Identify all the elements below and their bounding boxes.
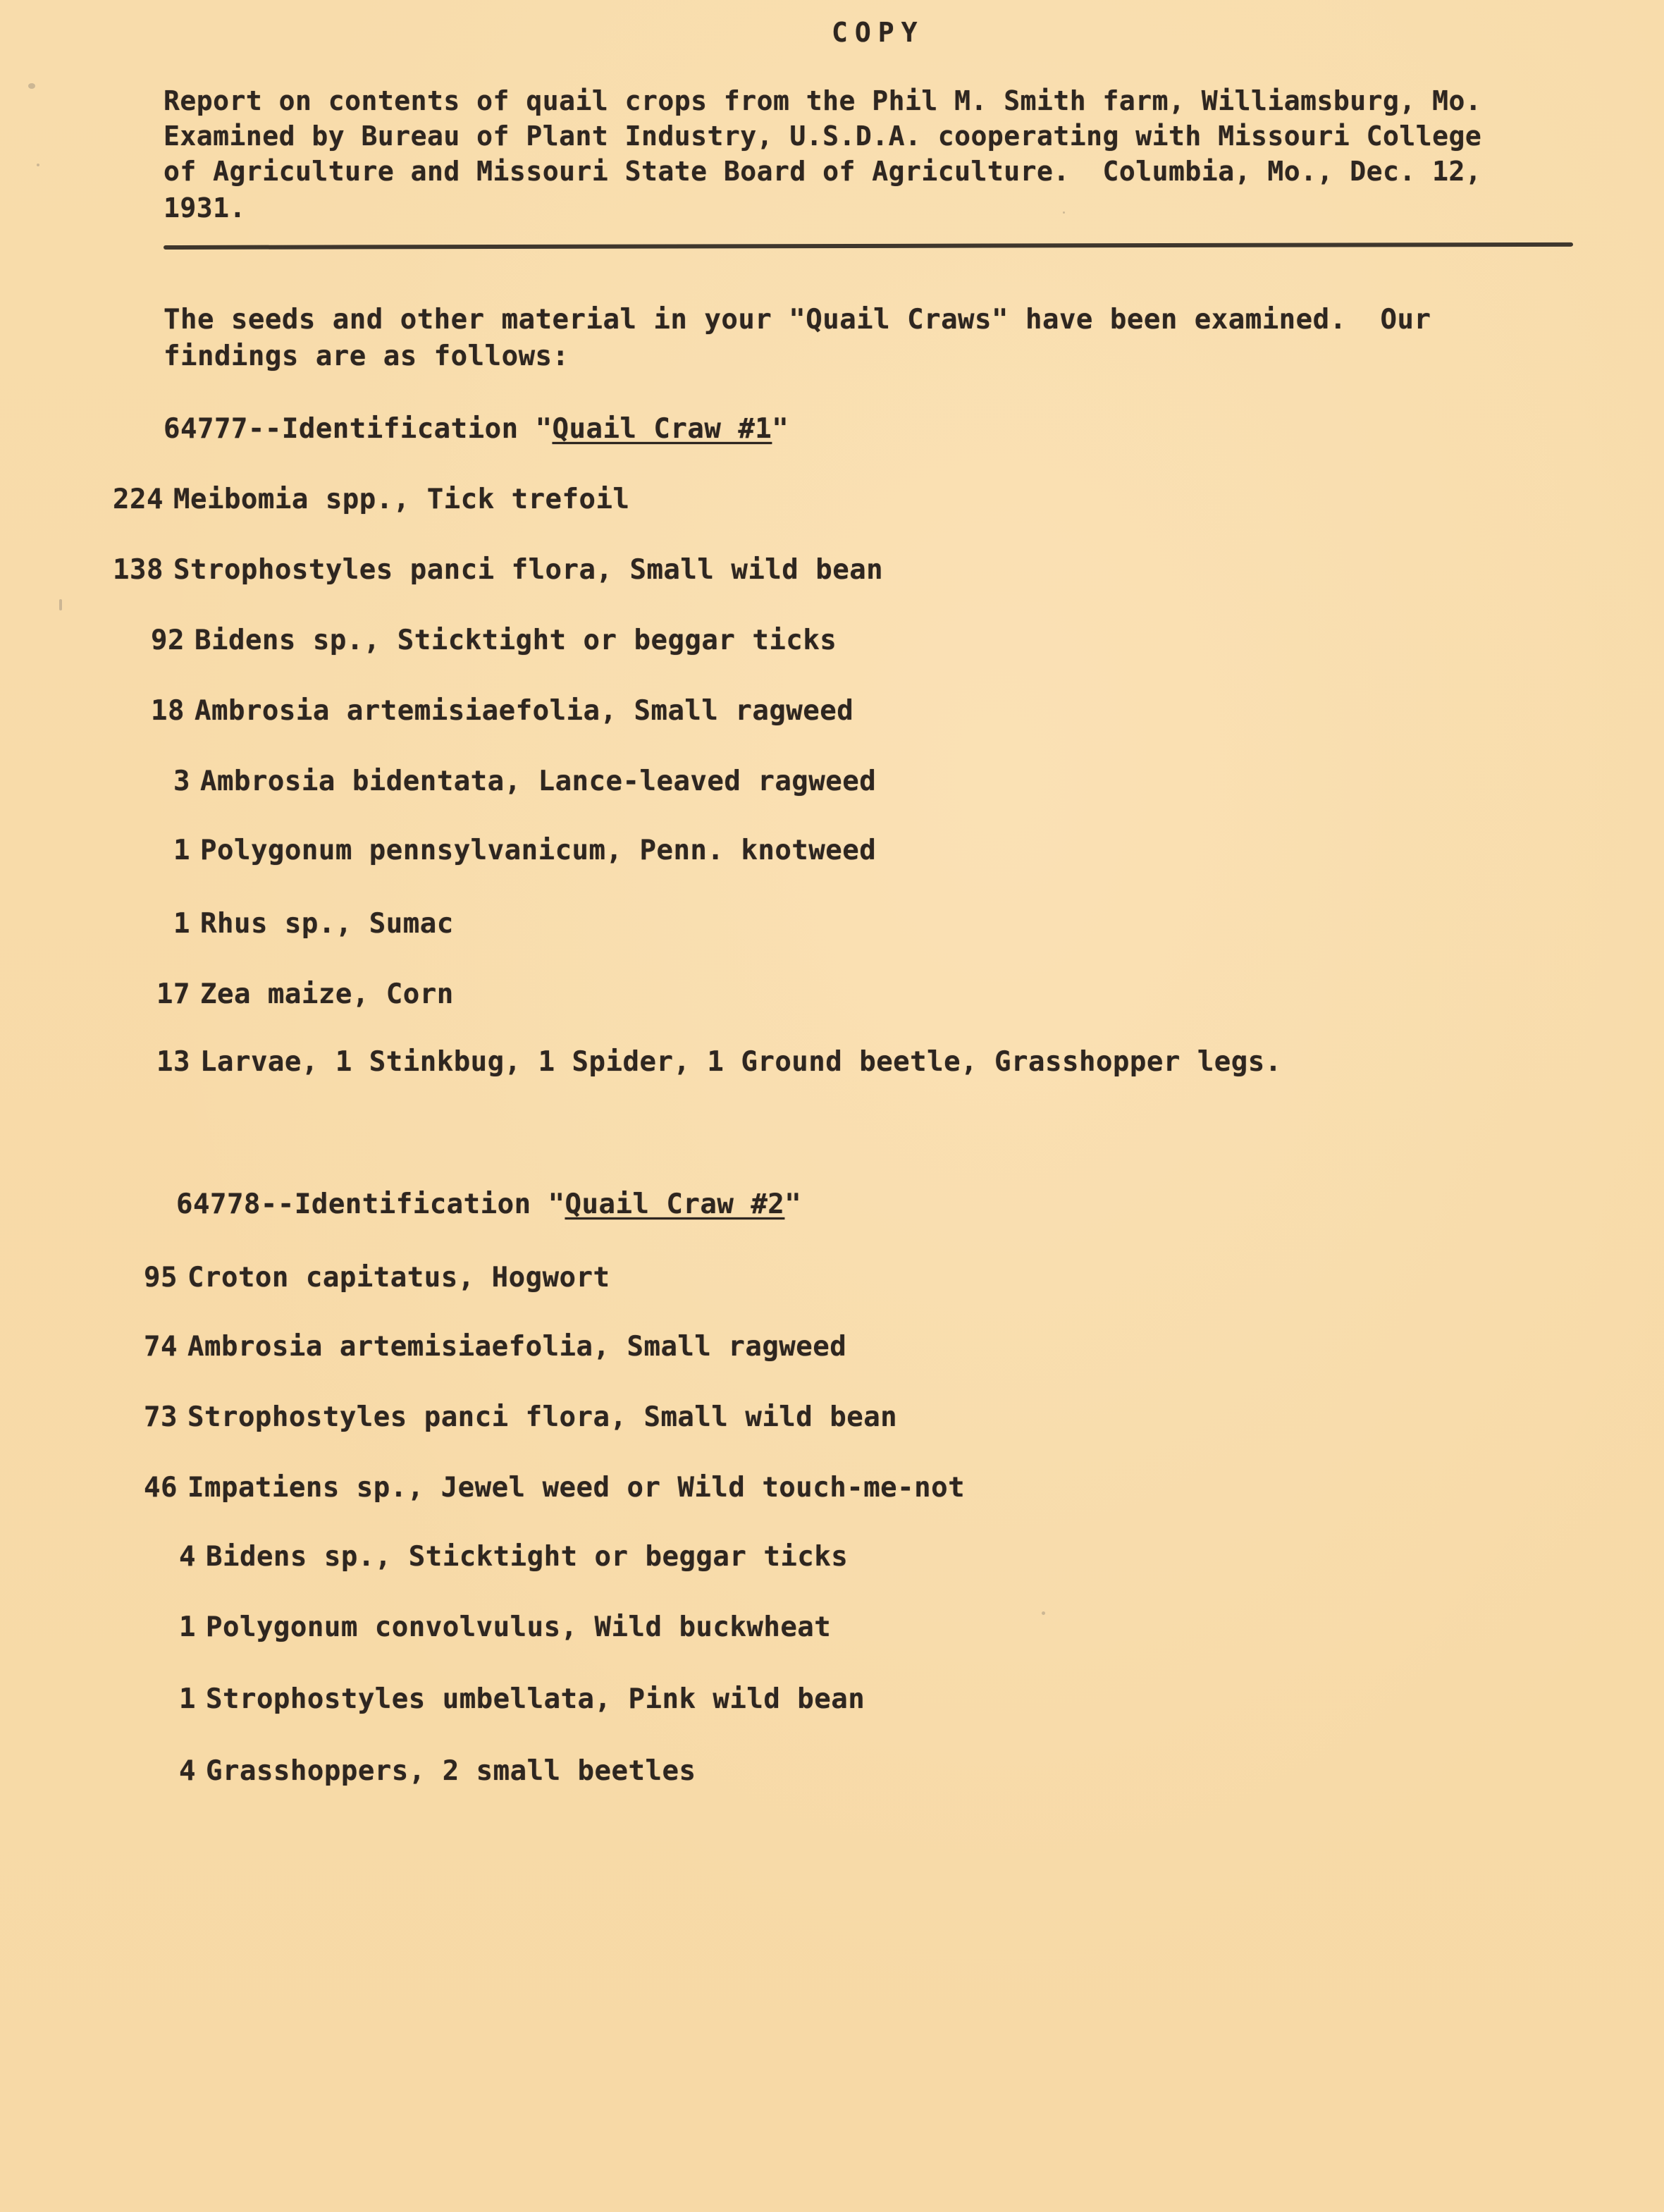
item-quantity: 92 xyxy=(151,625,185,656)
item-description: Croton capitatus, Hogwort xyxy=(187,1262,610,1294)
list-item xyxy=(118,1755,696,1787)
item-quantity: 4 xyxy=(179,1541,196,1573)
item-description: Meibomia spp., Tick trefoil xyxy=(173,484,630,515)
list-item xyxy=(118,1541,848,1573)
sample-label-suffix: " xyxy=(784,1188,802,1220)
list-item xyxy=(118,1683,865,1715)
sample-label: Quail Craw #2 xyxy=(565,1188,785,1220)
sample-label-suffix: " xyxy=(772,413,789,445)
item-quantity: 18 xyxy=(151,695,185,727)
item-description: Grasshoppers, 2 small beetles xyxy=(206,1755,696,1787)
intro-line-1: The seeds and other material in your "Quail Craws" have been examined. Our xyxy=(164,304,1431,336)
item-quantity: 95 xyxy=(144,1262,178,1294)
list-item xyxy=(113,908,454,940)
header-line-4: 1931. xyxy=(164,192,246,223)
item-description: Polygonum pennsylvanicum, Penn. knotweed xyxy=(200,835,877,866)
paper-speck xyxy=(59,599,62,610)
item-description: Bidens sp., Sticktight or beggar ticks xyxy=(195,625,837,656)
item-description: Ambrosia bidentata, Lance-leaved ragweed xyxy=(200,766,877,797)
paper-speck xyxy=(28,83,35,89)
paper-speck xyxy=(1042,1611,1045,1615)
item-description: Rhus sp., Sumac xyxy=(200,908,454,940)
list-item xyxy=(113,978,454,1010)
item-description: Larvae, 1 Stinkbug, 1 Spider, 1 Ground beetle, Grasshopper legs. xyxy=(200,1046,1282,1078)
item-quantity: 13 xyxy=(156,1046,190,1078)
item-description: Strophostyles panci flora, Small wild bean xyxy=(187,1401,898,1433)
header-line-1: Report on contents of quail crops from the Phil M. Smith farm, Williamsburg, Mo. xyxy=(164,85,1482,116)
item-quantity: 1 xyxy=(173,908,190,940)
item-description: Bidens sp., Sticktight or beggar ticks xyxy=(206,1541,849,1573)
item-quantity: 73 xyxy=(144,1401,178,1433)
paper-speck xyxy=(37,164,39,166)
sample-heading-1 xyxy=(164,413,789,445)
item-description: Polygonum convolvulus, Wild buckwheat xyxy=(206,1611,832,1643)
header-line-3: of Agriculture and Missouri State Board of Agriculture. Columbia, Mo., Dec. 12, xyxy=(164,156,1482,187)
list-item xyxy=(113,835,876,866)
sample-label-prefix: --Identification " xyxy=(247,413,553,445)
item-quantity: 4 xyxy=(179,1755,196,1787)
item-quantity: 17 xyxy=(156,978,190,1010)
header-line-2: Examined by Bureau of Plant Industry, U.S.D.A. cooperating with Missouri College xyxy=(164,121,1482,152)
item-quantity: 1 xyxy=(179,1683,196,1715)
horizontal-rule xyxy=(164,242,1573,250)
sample-heading-2 xyxy=(176,1188,801,1220)
document-heading: COPY xyxy=(832,17,925,48)
item-quantity: 1 xyxy=(173,835,190,866)
item-description: Impatiens sp., Jewel weed or Wild touch-me-not xyxy=(187,1472,966,1504)
item-description: Ambrosia artemisiaefolia, Small ragweed xyxy=(195,695,854,727)
sample-label-prefix: --Identification " xyxy=(260,1188,565,1220)
item-quantity: 46 xyxy=(144,1472,178,1504)
item-quantity: 224 xyxy=(113,484,164,515)
sample-number: 64778 xyxy=(176,1188,261,1220)
list-item xyxy=(100,1331,846,1363)
list-item xyxy=(86,484,629,515)
list-item xyxy=(86,554,883,586)
item-quantity: 1 xyxy=(179,1611,196,1643)
item-quantity: 74 xyxy=(144,1331,178,1363)
list-item xyxy=(113,766,876,797)
list-item xyxy=(100,1472,965,1504)
sample-label: Quail Craw #1 xyxy=(552,413,772,445)
list-item xyxy=(107,625,837,656)
list-item xyxy=(107,695,853,727)
list-item xyxy=(100,1401,897,1433)
item-description: Ambrosia artemisiaefolia, Small ragweed xyxy=(187,1331,847,1363)
sample-number: 64777 xyxy=(164,413,248,445)
item-quantity: 138 xyxy=(113,554,164,586)
intro-line-2: findings are as follows: xyxy=(164,340,569,372)
item-description: Strophostyles umbellata, Pink wild bean xyxy=(206,1683,865,1715)
list-item xyxy=(118,1611,831,1643)
item-description: Zea maize, Corn xyxy=(200,978,454,1010)
list-item xyxy=(113,1046,1282,1078)
paper-speck xyxy=(1063,211,1065,214)
list-item xyxy=(100,1262,610,1294)
item-quantity: 3 xyxy=(173,766,190,797)
item-description: Strophostyles panci flora, Small wild bean xyxy=(173,554,884,586)
